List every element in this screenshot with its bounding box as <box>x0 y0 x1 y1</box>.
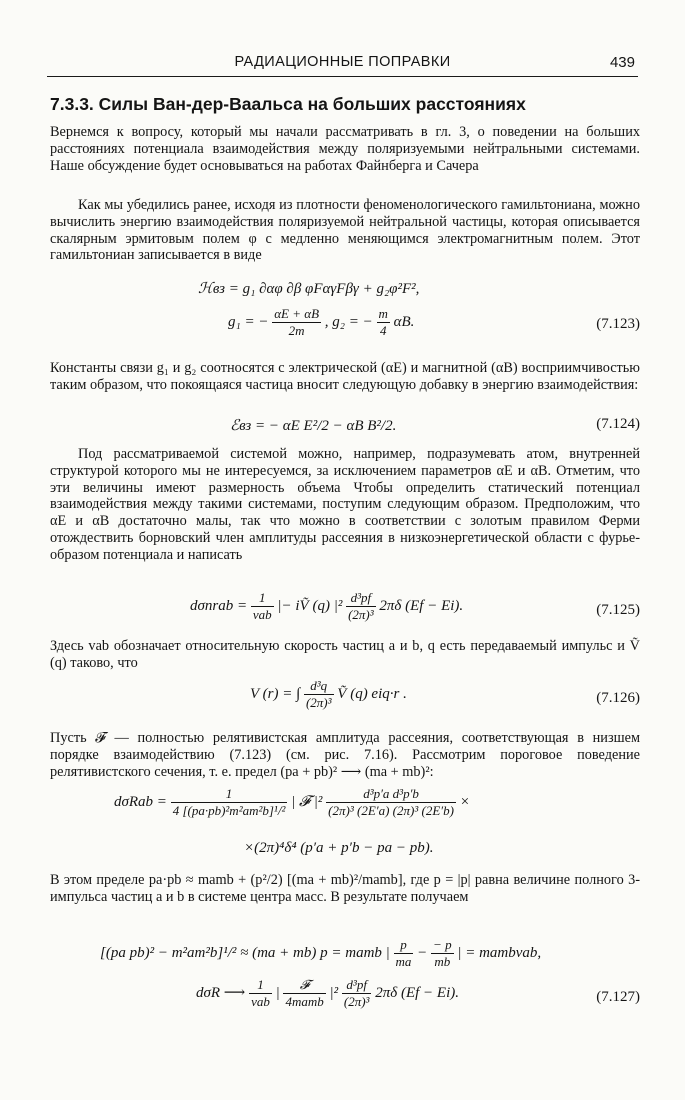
e125-mid: |− iṼ (q) |² <box>277 597 343 614</box>
g1-fraction <box>272 306 321 339</box>
equation-number-7-123: (7.123) <box>596 316 640 332</box>
thr-tail: | = mambvab, <box>457 944 542 961</box>
e127-f2-num: 𝓕 <box>283 977 325 994</box>
sig-f1-den: 4 [(pa·pb)²m²am²b]¹/² <box>172 803 286 818</box>
g1-denominator: 2m <box>288 323 305 338</box>
e125-f1-num: 1 <box>251 590 274 607</box>
e125-f2-num: d³pf <box>346 590 376 607</box>
threshold-formula <box>100 937 541 970</box>
running-head-title: РАДИАЦИОННЫЕ ПОПРАВКИ <box>234 54 451 70</box>
e127-f3-num: d³pf <box>342 977 372 994</box>
paragraph-5: Здесь vab обозначает относительную скорость частиц a и b, q есть передаваемый импульс и Ṽ (q) таково, что <box>50 638 640 671</box>
e127-tail: 2πδ (Ef − Ei). <box>375 984 459 1001</box>
e125-fraction-1 <box>251 590 274 623</box>
potential-fourier <box>250 678 407 711</box>
paragraph-3: Константы связи g₁ и g₂ соотносятся с электрической (αE) и магнитной (αB) восприимчивостью таким образом, что покоящаяся частица вносит следующую добавку в энергию взаимодействия: <box>50 360 640 393</box>
g1-numerator: αE + αB <box>274 306 320 321</box>
paragraph-7: В этом пределе pa·pb ≈ mamb + (p²/2) [(ma + mb)²/mamb], где p = |p| равна величине полного 3-импульса частиц a и b в системе центра масс. В результате получаем <box>50 872 640 905</box>
equation-number-7-125: (7.125) <box>596 602 640 618</box>
e127-fraction-2 <box>283 977 325 1010</box>
paragraph-6: Пусть 𝓕 — полностью релятивистская амплитуда рассеяния, соответствующая в низшем порядке взаимодействию (7.123) (см. рис. 7.16). Рассмотрим пороговое поведение релятивистского сечения, т. е. предел (pa + pb)² ⟶ (ma + mb)²: <box>50 730 640 780</box>
cross-section-r <box>114 786 470 819</box>
running-head <box>47 50 638 77</box>
g2-label: , g₂ = − <box>324 313 373 330</box>
sig-times: × <box>459 793 470 810</box>
section-heading: 7.3.3. Силы Ван-дер-Ваальса на больших расстояниях <box>50 94 526 114</box>
thr-lhs: [(pa pb)² − m²am²b]¹/² ≈ (ma + mb) p = mamb | <box>100 944 390 961</box>
equation-number-7-124: (7.124) <box>596 416 640 432</box>
equation-7-123-hamiltonian <box>50 279 640 301</box>
paragraph-2: Как мы убедились ранее, исходя из плотности феноменологического гамильтониана, можно вычислить энергию взаимодействия поляризуемой нейтральной частицы, которая описывается скалярным эрмитовым полем φ с медленно меняющимся электромагнитным полем. Этот гамильтониан записывается в виде <box>50 197 640 264</box>
page-number: 439 <box>609 54 635 71</box>
g2-fraction <box>377 306 390 339</box>
hamiltonian-formula: ℋвз = g₁ ∂αφ ∂β φFαγFβγ + g₂φ²F², <box>198 281 420 297</box>
g2-denominator: 4 <box>379 323 387 338</box>
e125-lhs: dσnrab = <box>190 597 248 614</box>
delta-function-factor: ×(2π)⁴δ⁴ (p′a + p′b − pa − pb). <box>244 840 434 856</box>
equation-number-7-127: (7.127) <box>596 989 640 1005</box>
thr-fraction-2 <box>431 937 454 970</box>
thr-fraction-1 <box>394 937 414 970</box>
g2-tail: αB. <box>393 313 415 330</box>
e125-fraction-2 <box>346 590 376 623</box>
sig-fraction-1 <box>171 786 288 819</box>
sig-f2-num: d³p′a d³p′b <box>326 786 456 803</box>
sig-f2-den: (2π)³ (2E′a) (2π)³ (2E′b) <box>328 803 454 818</box>
coupling-constants <box>228 306 414 339</box>
sig-mid: | 𝓕 |² <box>291 793 323 810</box>
e127-mid: |² <box>329 984 339 1001</box>
e127-f2-den: 4mamb <box>285 994 324 1009</box>
thr-f2-den: mb <box>434 954 451 969</box>
equation-7-123-couplings <box>50 304 640 348</box>
e125-f2-den: (2π)³ <box>348 607 374 622</box>
e127-fraction-1 <box>249 977 272 1010</box>
e127-fraction-3 <box>342 977 372 1010</box>
sig-f1-num: 1 <box>171 786 288 803</box>
e127-f3-den: (2π)³ <box>343 994 370 1009</box>
e127-bar: | <box>275 984 280 1001</box>
e126-f-num: d³q <box>304 678 334 695</box>
equation-7-127 <box>50 975 640 1023</box>
sig-fraction-2 <box>326 786 456 819</box>
thr-f1-den: ma <box>395 954 412 969</box>
cross-section-threshold <box>196 977 459 1010</box>
equation-relativistic-cross-section <box>50 784 640 830</box>
e127-f1-num: 1 <box>249 977 272 994</box>
g2-numerator: m <box>378 306 388 321</box>
g1-label: g₁ = − <box>228 313 269 330</box>
equation-number-7-126: (7.126) <box>596 690 640 706</box>
energy-formula: ℰвз = − αE E²/2 − αB B²/2. <box>230 418 397 434</box>
e126-fraction <box>304 678 334 711</box>
e126-f-den: (2π)³ <box>305 695 332 710</box>
e127-f1-den: vab <box>251 994 270 1009</box>
equation-7-126 <box>50 676 640 722</box>
e126-lhs: V (r) = ∫ <box>250 685 301 702</box>
equation-relativistic-cross-section-line2 <box>50 840 640 862</box>
sig-lhs: dσRab = <box>114 793 167 810</box>
e126-tail: Ṽ (q) eiq·r . <box>337 685 407 702</box>
equation-7-125 <box>50 588 640 634</box>
cross-section-nr <box>190 590 463 623</box>
e127-lhs: dσR ⟶ <box>196 984 246 1001</box>
thr-f2-num: − p <box>433 937 452 952</box>
paragraph-1: Вернемся к вопросу, который мы начали рассматривать в гл. 3, о поведении на больших расстояниях потенциала взаимодействия между поляризуемыми нейтральными системами. Наше обсуждение будет основываться на работах Файнберга и Сачера <box>50 124 640 174</box>
thr-minus: − <box>417 944 428 961</box>
thr-f1-num: p <box>394 937 414 954</box>
equation-7-124 <box>50 416 640 438</box>
e125-tail: 2πδ (Ef − Ei). <box>379 597 464 614</box>
e125-f1-den: vab <box>252 607 272 622</box>
paragraph-4: Под рассматриваемой системой можно, например, подразумевать атом, внутренней структурой которого мы не интересуемся, за исключением параметров αE и αB. Отметим, что эти величины имеют размерность объема Чтобы определить статический потенциал взаимодействия между такими системами, поступим следующим образом. Предположим, что αE и αB достаточно малы, так что можно в соответствии с золотым правилом Ферми отождествить борновский член амплитуды рассеяния в низкоэнергетической области с фурье-образом потенциала и написать <box>50 446 640 563</box>
